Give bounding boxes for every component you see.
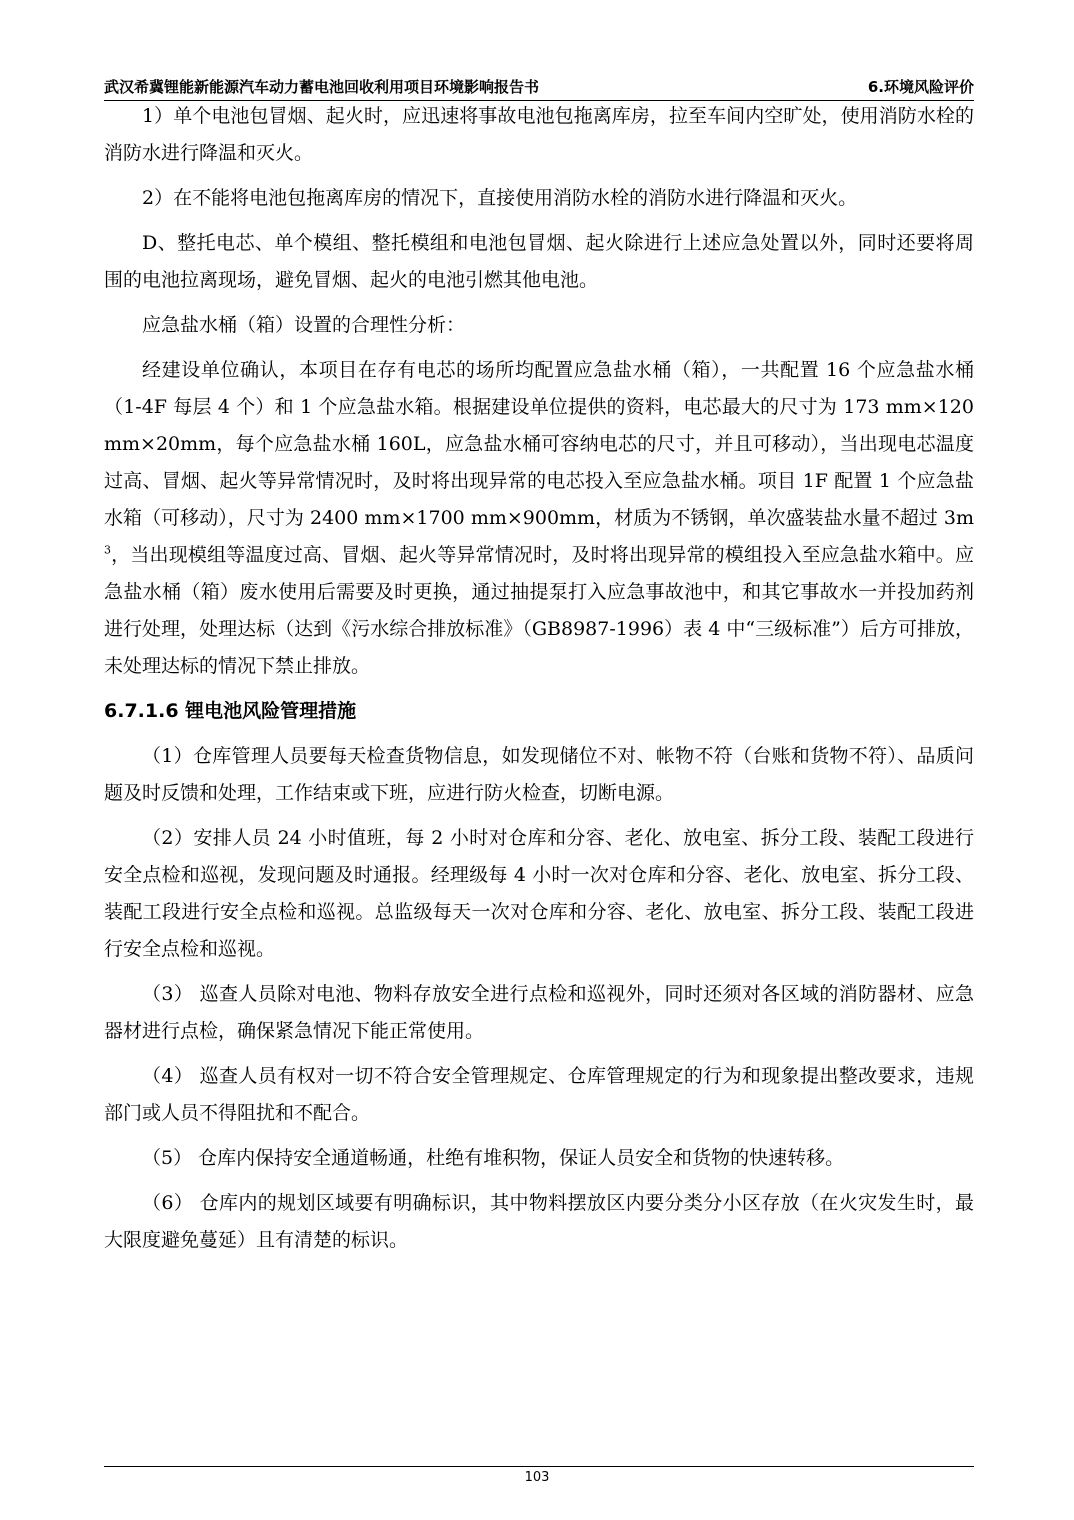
analysis-text-1: 经建设单位确认，本项目在存有电芯的场所均配置应急盐水桶（箱），一共配置 16 个应急盐水桶（1-4F 每层 4 个）和 1 个应急盐水箱。根据建设单位提供的资料，电芯最大的尺寸为 173 mm×120 mm×20mm，每个应急盐水桶 160L，应急盐水桶可容纳电芯的尺寸，并且可移动），当出现电芯温度过高、冒烟、起火等异常情况时，及时将出现异常的电芯投入至应急盐水桶。项目 1F 配置 1 个应急盐水箱（可移动），尺寸为 2400 mm×1700 mm×900mm，材质为不锈钢，单次盛装盐水量不超过 3m bbox=[104, 359, 974, 529]
measure-item: （4） 巡查人员有权对一切不符合安全管理规定、仓库管理规定的行为和现象提出整改要求，违规部门或人员不得阻扰和不配合。 bbox=[104, 1065, 974, 1124]
measure-item: （6） 仓库内的规划区域要有明确标识，其中物料摆放区内要分类分小区存放（在火灾发生时，最大限度避免蔓延）且有清楚的标识。 bbox=[104, 1192, 974, 1251]
superscript: 3 bbox=[104, 543, 111, 557]
measure-item: （5） 仓库内保持安全通道畅通，杜绝有堆积物，保证人员安全和货物的快速转移。 bbox=[142, 1147, 845, 1169]
measure-item: （3） 巡查人员除对电池、物料存放安全进行点检和巡视外，同时还须对各区域的消防器材、应急器材进行点检，确保紧急情况下能正常使用。 bbox=[104, 983, 974, 1042]
analysis-paragraph bbox=[104, 352, 974, 685]
page-number: 103 bbox=[524, 1470, 550, 1485]
paragraph: 1）单个电池包冒烟、起火时，应迅速将事故电池包拖离库房，拉至车间内空旷处，使用消防水栓的消防水进行降温和灭火。 bbox=[104, 105, 974, 164]
measure-item: （2）安排人员 24 小时值班，每 2 小时对仓库和分容、老化、放电室、拆分工段、装配工段进行安全点检和巡视，发现问题及时通报。经理级每 4 小时一次对仓库和分容、老化、放电室、拆分工段、装配工段进行安全点检和巡视。总监级每天一次对仓库和分容、老化、放电室、拆分工段、装配工段进行安全点检和巡视。 bbox=[104, 827, 974, 960]
paragraph: 2）在不能将电池包拖离库房的情况下，直接使用消防水栓的消防水进行降温和灭火。 bbox=[142, 187, 858, 209]
document-title: 武汉希冀锂能新能源汽车动力蓄电池回收利用项目环境影响报告书 bbox=[104, 78, 540, 96]
document-body bbox=[104, 98, 974, 1267]
footer-divider bbox=[104, 1466, 974, 1467]
paragraph: 应急盐水桶（箱）设置的合理性分析： bbox=[142, 314, 466, 336]
section-title: 6.环境风险评价 bbox=[867, 78, 974, 96]
section-heading: 6.7.1.6 锂电池风险管理措施 bbox=[104, 700, 357, 722]
measure-item: （1）仓库管理人员要每天检查货物信息，如发现储位不对、帐物不符（台账和货物不符）、品质问题及时反馈和处理，工作结束或下班，应进行防火检查，切断电源。 bbox=[104, 745, 974, 804]
paragraph: D、整托电芯、单个模组、整托模组和电池包冒烟、起火除进行上述应急处置以外，同时还要将周围的电池拉离现场，避免冒烟、起火的电池引燃其他电池。 bbox=[104, 232, 974, 291]
analysis-text-2: ，当出现模组等温度过高、冒烟、起火等异常情况时，及时将出现异常的模组投入至应急盐水箱中。应急盐水桶（箱）废水使用后需要及时更换，通过抽提泵打入应急事故池中，和其它事故水一并投加药剂进行处理，处理达标（达到《污水综合排放标准》（GB8987-1996）表 4 中“三级标准”）后方可排放，未处理达标的情况下禁止排放。 bbox=[104, 544, 974, 677]
